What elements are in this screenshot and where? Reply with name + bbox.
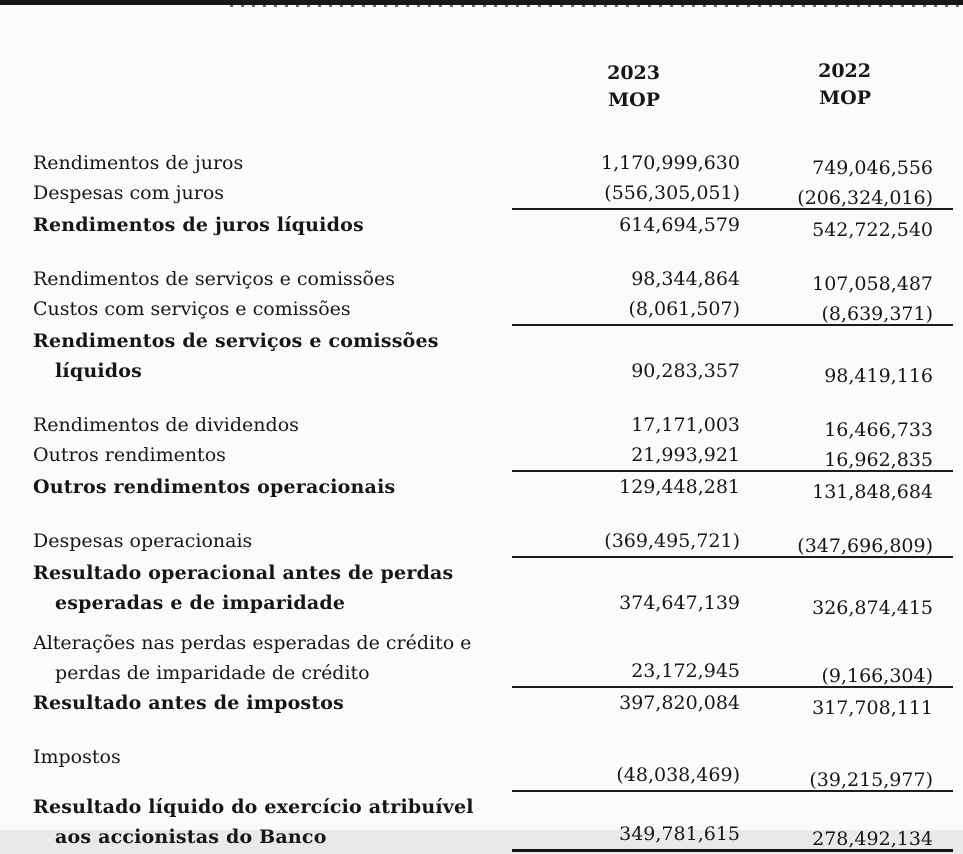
table-row [0,178,963,210]
value-2022: 326,874,415 [812,597,933,619]
table-row [0,148,963,178]
table-row-subtotal [0,210,963,240]
column-header-2023 [512,60,740,114]
row-label: Resultado líquido do exercício atribuível aos accionistas do Banco [33,796,474,848]
row-label: Alterações nas perdas esperadas de crédito e perdas de imparidade de crédito [33,632,472,684]
row-label: Outros rendimentos [33,444,226,466]
value-2023: (48,038,469) [616,764,740,786]
row-label: Custos com serviços e comissões [33,298,351,320]
value-2023: 397,820,084 [619,692,740,714]
value-2022: 131,848,684 [812,481,933,503]
table-row [0,294,963,326]
row-label: Resultado operacional antes de perdas esperadas e de imparidade [33,562,454,614]
currency-2022-label: MOP [819,87,871,109]
table-row [0,526,963,558]
table-row [0,742,963,792]
row-label: Outros rendimentos operacionais [33,476,396,498]
value-2022: 542,722,540 [812,219,933,241]
value-2022: (39,215,977) [809,769,933,791]
row-label: Rendimentos de serviços e comissões líquidos [33,330,439,382]
value-2023: (8,061,507) [628,298,740,320]
header-spacer [33,60,512,114]
year-2022-label: 2022 [818,60,871,82]
table-row [0,628,963,688]
value-2023: 90,283,357 [631,360,740,382]
value-2023: (556,305,051) [604,182,740,204]
table-row-subtotal [0,326,963,386]
row-label: Resultado antes de impostos [33,692,345,714]
value-2023: 17,171,003 [631,414,740,436]
table-row-subtotal [0,472,963,502]
value-2022: 16,466,733 [824,419,933,441]
value-2023: 374,647,139 [619,592,740,614]
row-label: Rendimentos de dividendos [33,414,299,436]
column-headers [0,60,963,114]
table-row-total [0,792,963,852]
value-2023: 129,448,281 [619,476,740,498]
table-row [0,410,963,440]
value-2023: (369,495,721) [604,530,740,552]
value-2022: (9,166,304) [821,665,933,687]
row-label: Despesas operacionais [33,530,253,552]
column-header-2022 [740,58,933,112]
table-row [0,440,963,472]
currency-2023-label: MOP [608,89,660,111]
value-2023: 349,781,615 [619,823,740,845]
value-2023: 23,172,945 [631,660,740,682]
value-2023: 98,344,864 [631,268,740,290]
value-2022: 749,046,556 [812,157,933,179]
value-2022: 98,419,116 [824,365,933,387]
value-2022: 278,492,134 [812,828,933,850]
value-2022: (206,324,016) [797,187,933,209]
value-2023: 614,694,579 [619,214,740,236]
value-2022: (8,639,371) [821,303,933,325]
year-2023-label: 2023 [607,62,660,84]
value-2022: 16,962,835 [824,449,933,471]
row-label: Rendimentos de juros líquidos [33,214,364,236]
row-label: Rendimentos de serviços e comissões [33,268,395,290]
value-2022: (347,696,809) [797,535,933,557]
row-label: Despesas com juros [33,182,225,204]
row-label: Rendimentos de juros [33,152,244,174]
value-2023: 1,170,999,630 [600,152,740,174]
table-row-subtotal [0,688,963,718]
value-2022: 107,058,487 [812,273,933,295]
value-2023: 21,993,921 [631,444,740,466]
table-row-subtotal [0,558,963,618]
table-row [0,264,963,294]
row-label: Impostos [33,746,121,768]
value-2022: 317,708,111 [812,697,933,719]
